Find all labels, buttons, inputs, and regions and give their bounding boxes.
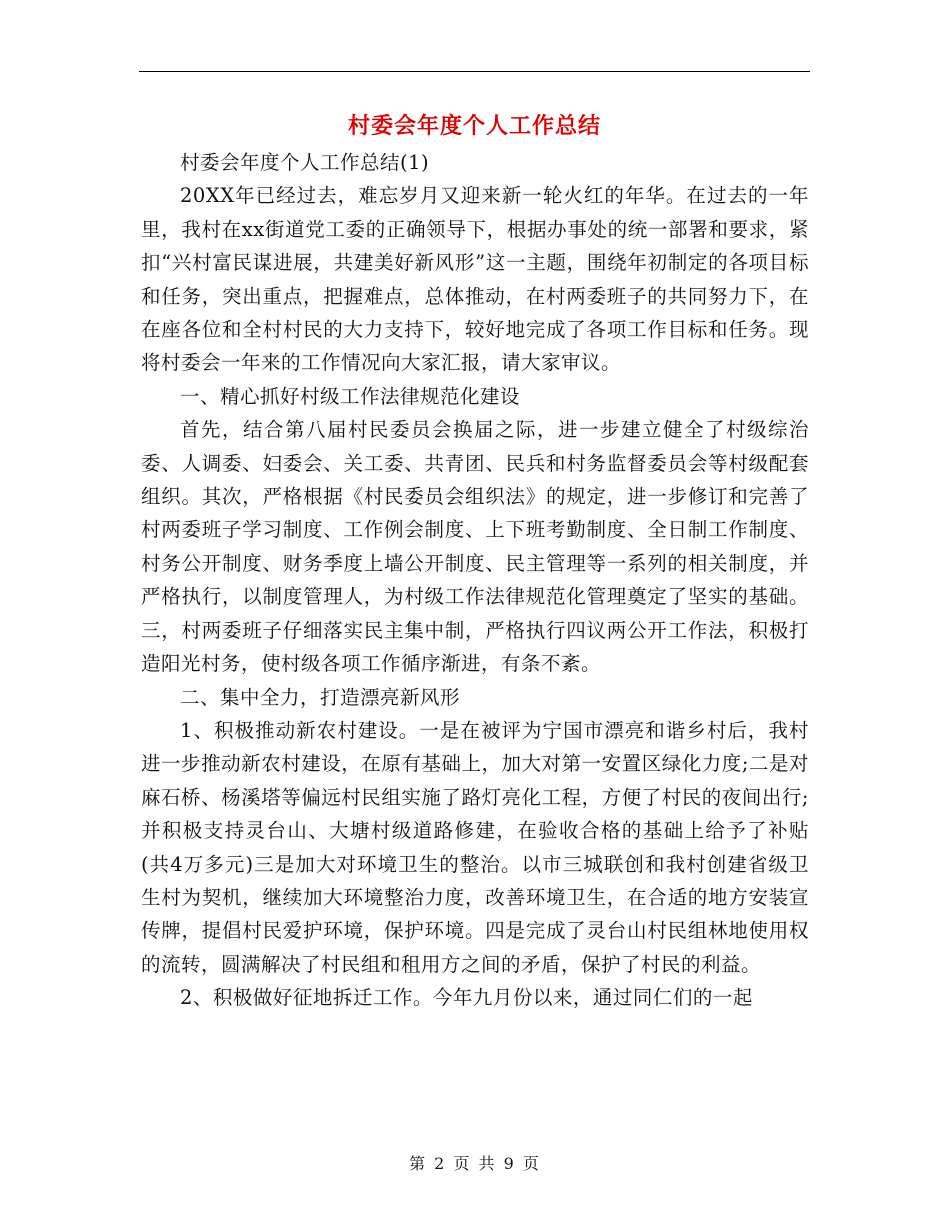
section-heading-2: 二、集中全力，打造漂亮新风形 (180, 685, 461, 709)
header-rule (139, 71, 810, 72)
page-number: 第 2 页 共 9 页 (409, 1154, 541, 1173)
subtitle-paragraph: 村委会年度个人工作总结(1) (180, 151, 430, 174)
intro-paragraph: 20XX年已经过去，难忘岁月又迎来新一轮火红的年华。在过去的一年里，我村在xx街道党工委的正确领导下，根据办事处的统一部署和要求，紧扣“兴村富民谋进展，共建美好新风形”这一主题，围绕年初制定的各项目标和任务，突出重点，把握难点，总体推动，在村两委班子的共同努力下，在在座各位和全村村民的大力支持下，较好地完成了各项工作目标和任务。现将村委会一年来的工作情况向大家汇报，请大家审议。 (141, 184, 809, 375)
section-2-item-2: 2、积极做好征地拆迁工作。今年九月份以来，通过同仁们的一起 (180, 986, 753, 1010)
section-1-paragraph: 首先，结合第八届村民委员会换届之际，进一步建立健全了村级综治委、人调委、妇委会、关工委、共青团、民兵和村务监督委员会等村级配套组织。其次，严格根据《村民委员会组织法》的规定，进一步修订和完善了村两委班子学习制度、工作例会制度、上下班考勤制度、全日制工作制度、村务公开制度、财务季度上墙公开制度、民主管理等一系列的相关制度，并严格执行，以制度管理人，为村级工作法律规范化管理奠定了坚实的基础。三，村两委班子仔细落实民主集中制，严格执行四议两公开工作法，积极打造阳光村务，使村级各项工作循序渐进，有条不紊。 (141, 418, 809, 676)
section-2-item-1: 1、积极推动新农村建设。一是在被评为宁国市漂亮和谐乡村后，我村进一步推动新农村建设，在原有基础上，加大对第一安置区绿化力度;二是对麻石桥、杨溪塔等偏远村民组实施了路灯亮化工程，方便了村民的夜间出行;并积极支持灵台山、大塘村级道路修建，在验收合格的基础上给予了补贴(共4万多元)三是加大对环境卫生的整治。以市三城联创和我村创建省级卫生村为契机，继续加大环境整治力度，改善环境卫生，在合适的地方安装宣传牌，提倡村民爱护环境，保护环境。四是完成了灵台山村民组林地使用权的流转，圆满解决了村民组和租用方之间的矛盾，保护了村民的利益。 (141, 718, 809, 976)
section-heading-1: 一、精心抓好村级工作法律规范化建设 (180, 384, 521, 408)
document-title: 村委会年度个人工作总结 (347, 113, 601, 139)
document-body (141, 146, 809, 1015)
